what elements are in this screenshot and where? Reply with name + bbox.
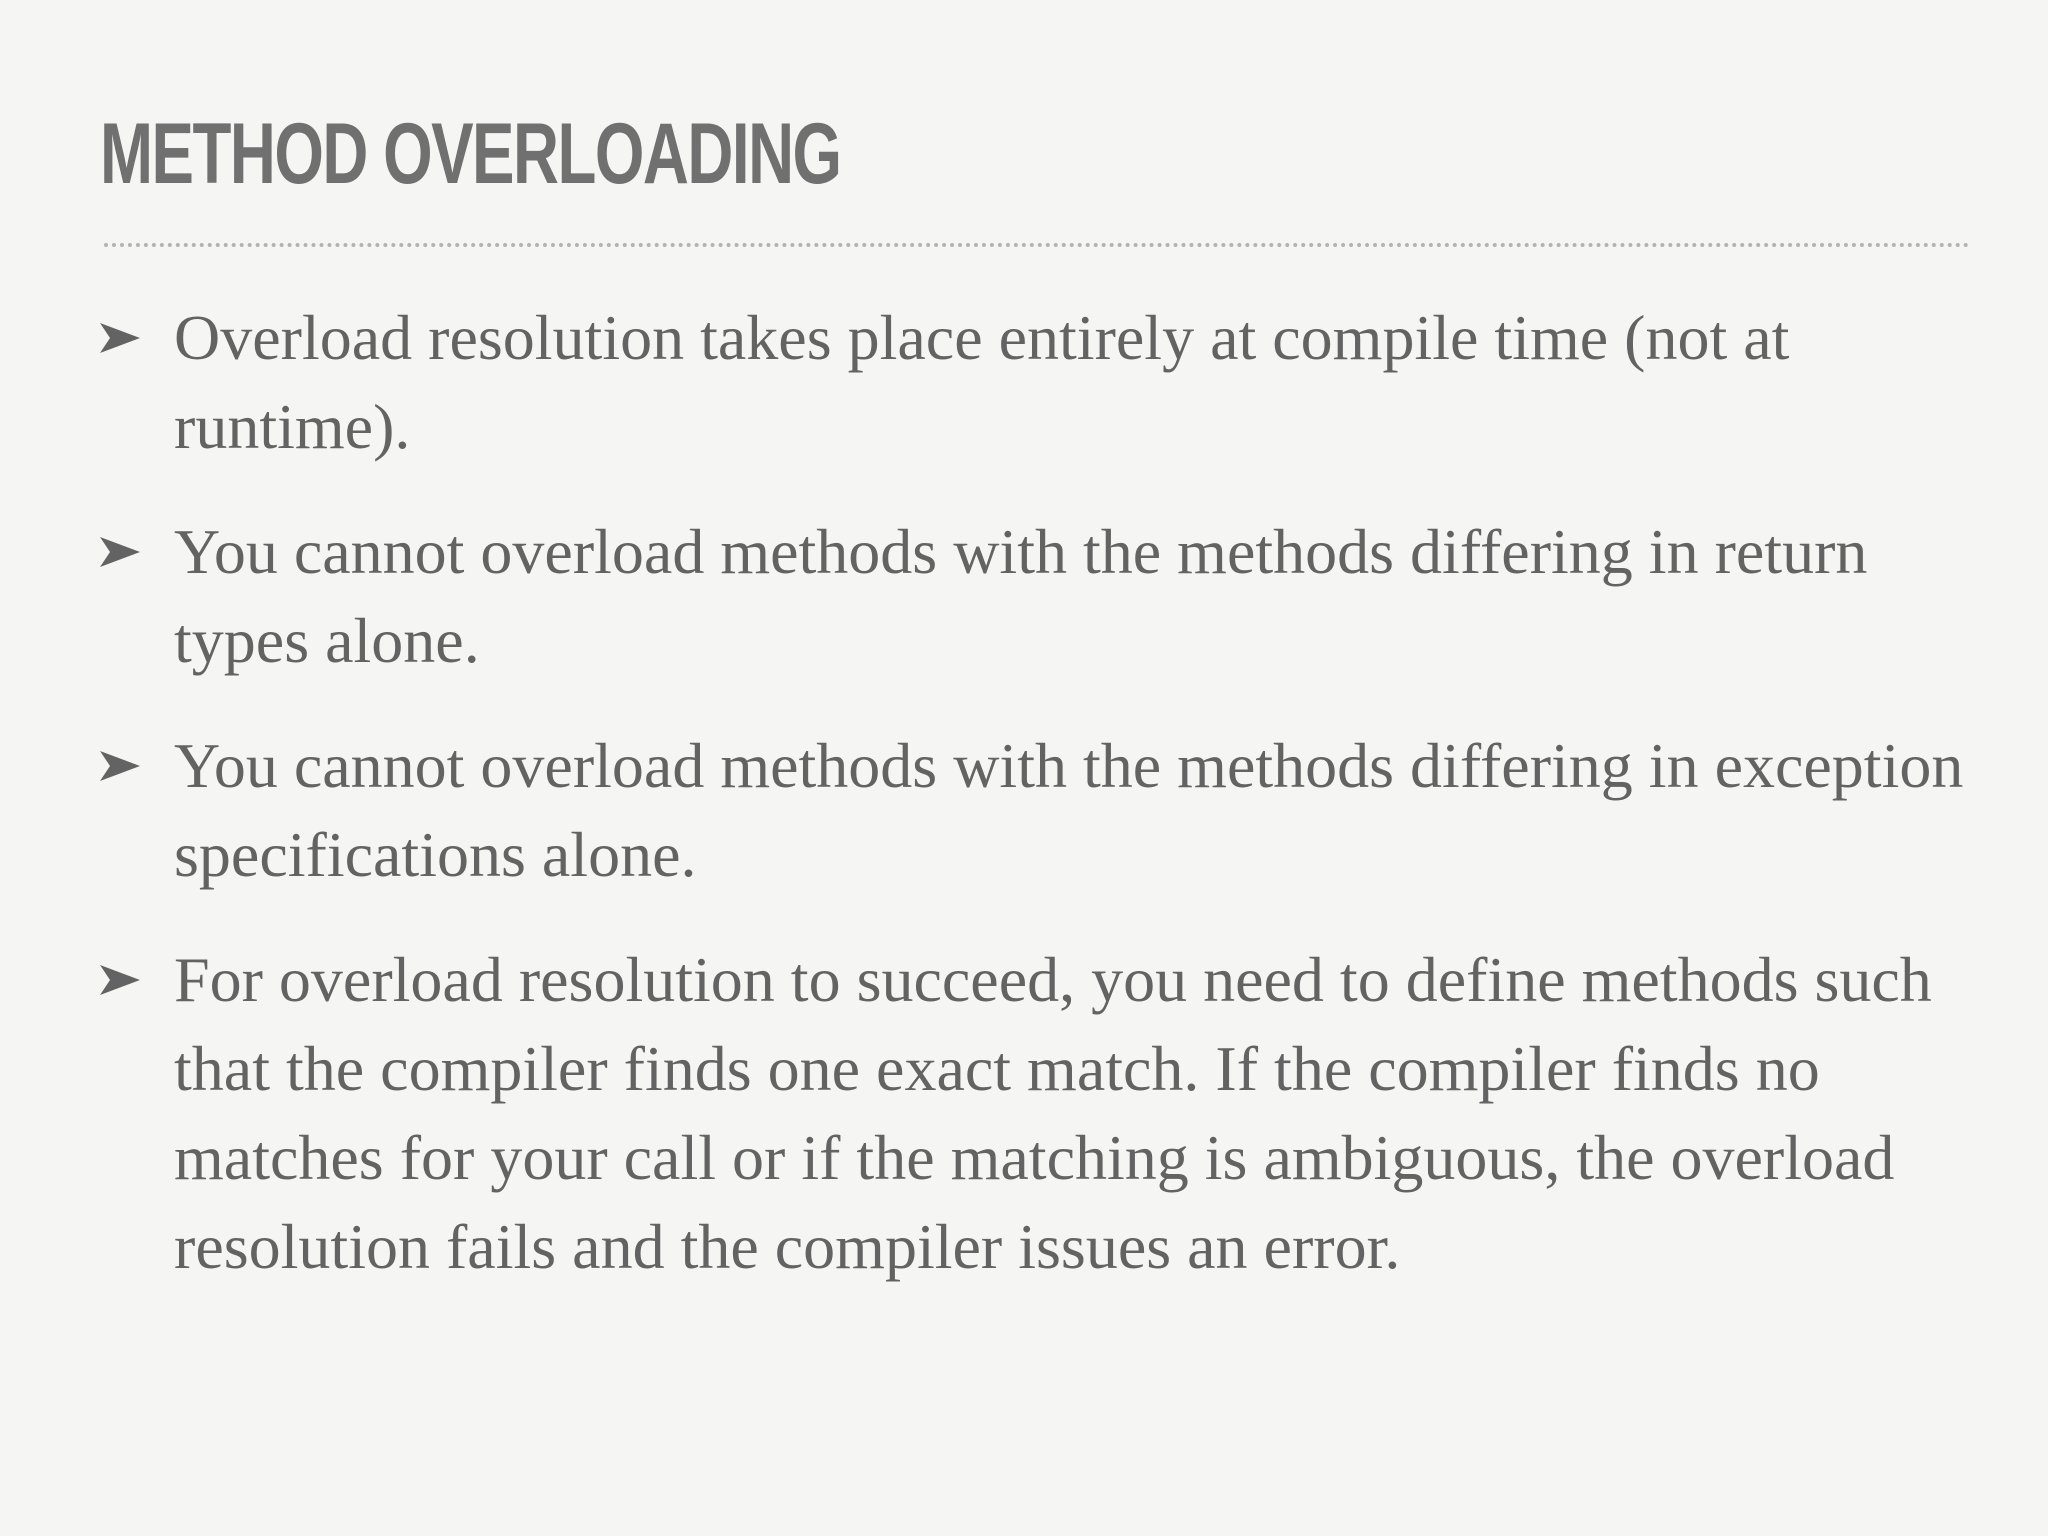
bullet-item [100, 293, 1980, 471]
arrowhead-bullet-icon [100, 293, 144, 382]
arrowhead-bullet-icon [100, 507, 144, 596]
bullet-text: You cannot overload methods with the methods differing in exception specifications alone. [174, 730, 1964, 890]
bullet-item [100, 721, 1980, 899]
bullet-list [100, 293, 1980, 1327]
dotted-divider [104, 243, 1970, 247]
bullet-text: You cannot overload methods with the methods differing in return types alone. [174, 516, 1868, 676]
arrowhead-bullet-icon [100, 935, 144, 1024]
bullet-item [100, 507, 1980, 685]
slide-title: METHOD OVERLOADING [100, 106, 841, 202]
bullet-text: Overload resolution takes place entirely at compile time (not at runtime). [174, 302, 1790, 462]
bullet-item [100, 935, 1980, 1291]
arrowhead-bullet-icon [100, 721, 144, 810]
bullet-text: For overload resolution to succeed, you need to define methods such that the compiler finds one exact match. If the compiler finds no matches for your call or if the matching is ambiguous, the overload resolution fails and the compiler issues an error. [174, 944, 1932, 1282]
